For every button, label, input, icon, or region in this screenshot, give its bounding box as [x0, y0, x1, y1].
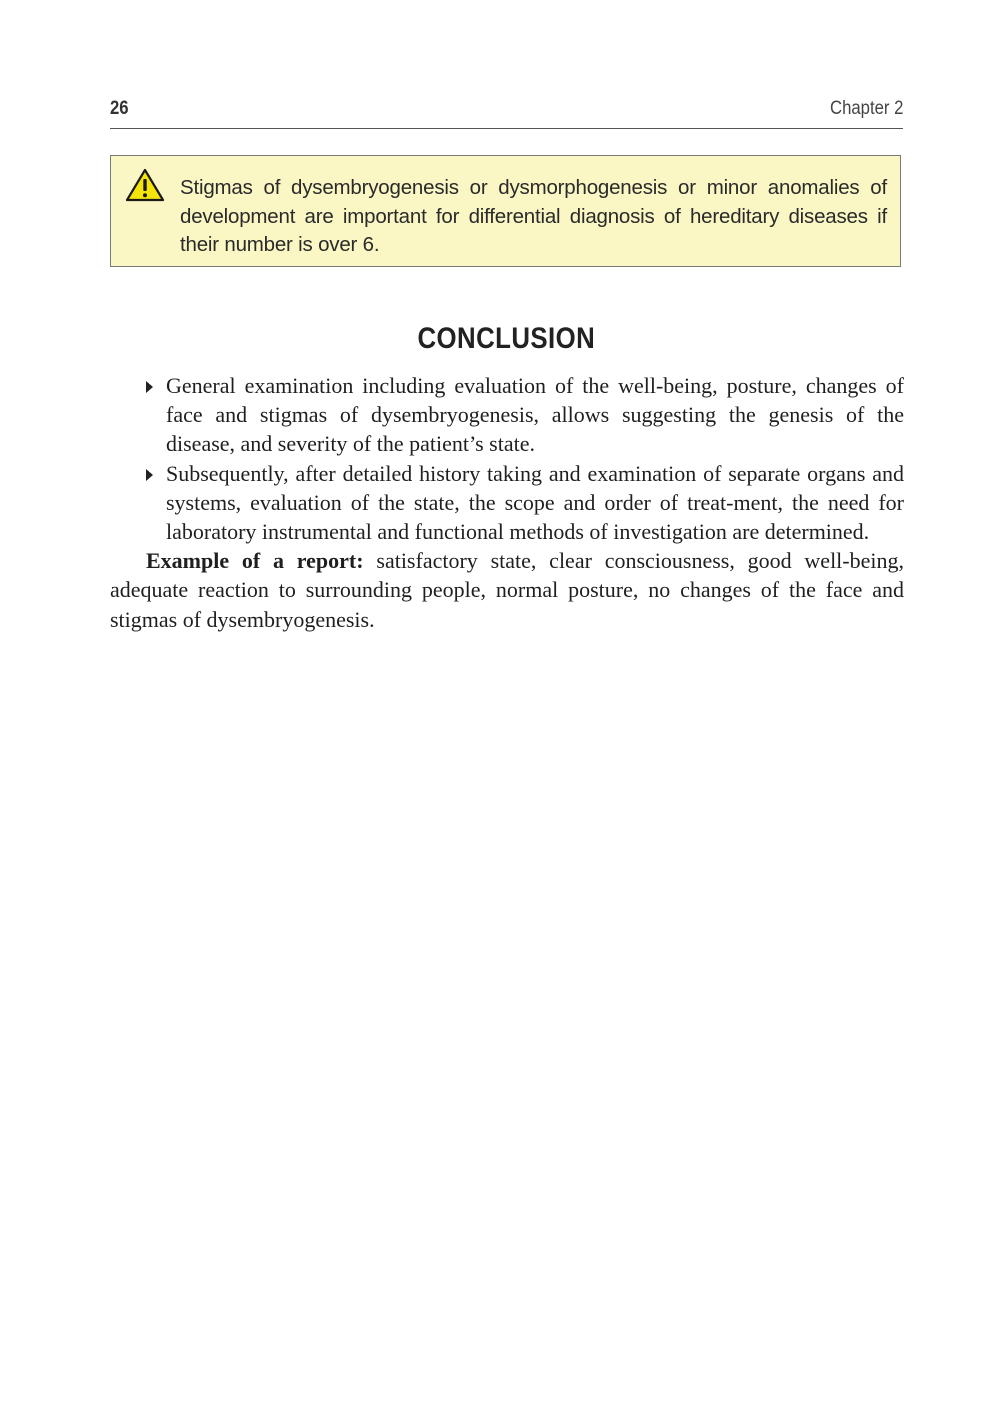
list-item: [110, 459, 904, 547]
triangle-bullet-icon: [146, 469, 153, 481]
page-number: 26: [110, 98, 129, 119]
report-example-label: Example of a report:: [146, 548, 364, 574]
conclusion-bullet-list: [110, 371, 904, 546]
report-example-paragraph: [110, 546, 904, 634]
warning-note-text: Stigmas of dysembryogenesis or dysmorphogenesis or minor anomalies of development are important for differential diagnosis of hereditary diseases if their number is over 6.: [180, 176, 887, 256]
warning-icon: [125, 168, 165, 202]
section-title: [110, 322, 903, 356]
chapter-label: Chapter 2: [829, 98, 903, 119]
triangle-bullet-icon: [146, 381, 153, 393]
warning-note-box: [110, 155, 901, 267]
page-header: [110, 96, 903, 129]
bullet-text: General examination including evaluation of the well-being, posture, changes of face and stigmas of dysembryogenesis, allows suggesting the genesis of the disease, and severity of the patient’s state.: [166, 373, 904, 457]
report-example-text: satisfactory state, clear consciousness, good well-being, adequate reaction to surrounding people, normal posture, no changes of the face and stigmas of dysembryogenesis.: [110, 548, 904, 632]
conclusion-body: [110, 371, 904, 634]
section-title-text: CONCLUSION: [417, 322, 596, 355]
bullet-text: Subsequently, after detailed history taking and examination of separate organs and systems, evaluation of the state, the scope and order of treat-ment, the need for laboratory instrumental and functional methods of investigation are determined.: [166, 460, 904, 545]
list-item: [110, 371, 904, 459]
